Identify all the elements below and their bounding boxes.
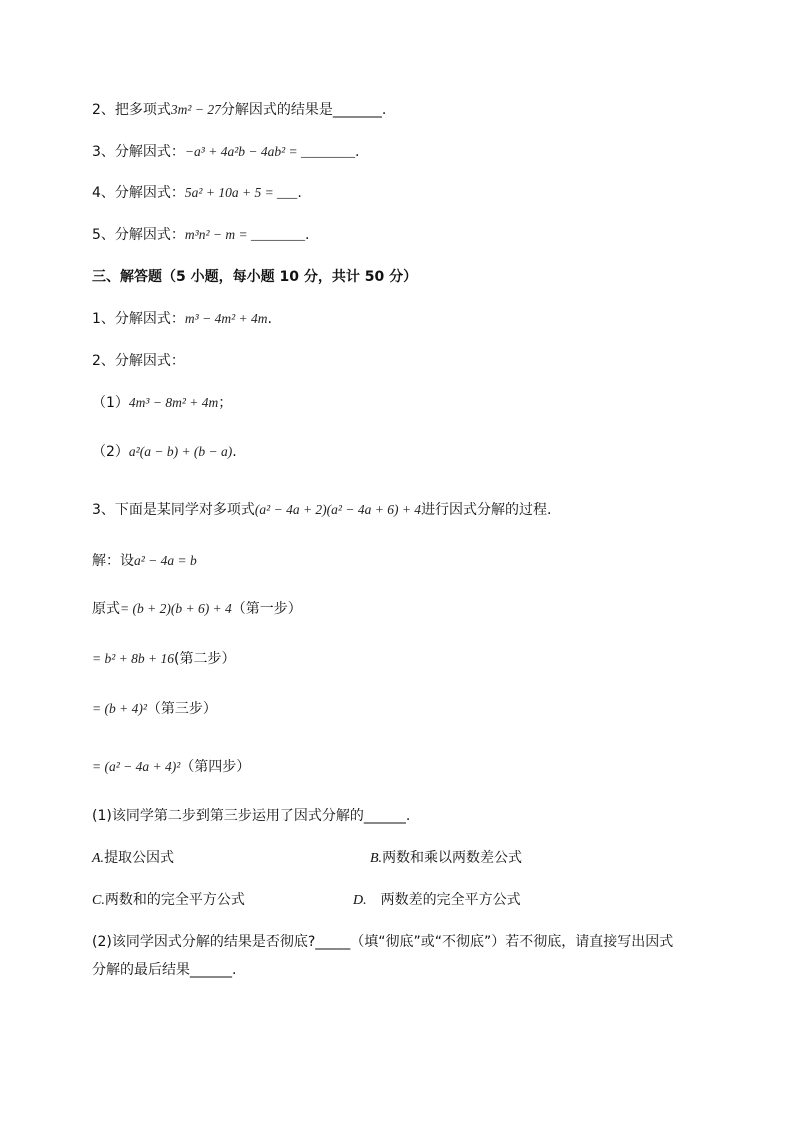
answer-question-3: 3、下面是某同学对多项式(a² − 4a + 2)(a² − 4a + 6) + 4进行因式分解的过程. — [92, 502, 552, 518]
math-expression: a²(a − b) + (b − a) — [128, 444, 233, 459]
math-expression: = (b + 4)² — [92, 701, 147, 716]
answer-question-2: 2、分解因式： — [92, 353, 185, 369]
solution-step-1: 原式= (b + 2)(b + 6) + 4（第一步） — [92, 601, 302, 617]
sub-question-2-line-1: (2)该同学因式分解的结果是否彻底?_____（填“彻底”或“不彻底”）若不彻底，请直接写出因式 — [92, 934, 674, 950]
sub-question-2-1: （1）4m³ − 8m² + 4m； — [92, 395, 233, 411]
option-c: C.两数和的完全平方公式 — [92, 892, 245, 908]
sub-question-2-line-2: 分解的最后结果______. — [92, 962, 237, 978]
option-b: B.两数和乘以两数差公式 — [370, 850, 523, 866]
math-expression: 5a² + 10a + 5 = ___ — [184, 185, 298, 200]
math-expression: = (a² − 4a + 4)² — [92, 759, 181, 774]
math-expression: 3m² − 27 — [170, 102, 221, 117]
fill-question-3: 3、分解因式：−a³ + 4a²b − 4ab² = ________. — [92, 144, 360, 160]
solution-step-2: = b² + 8b + 16(第二步） — [92, 651, 236, 667]
section-title: 三、解答题（5 小题，每小题 10 分，共计 50 分） — [92, 269, 418, 285]
math-expression: m³ − 4m² + 4m — [184, 311, 268, 326]
sub-question-1: (1)该同学第二步到第三步运用了因式分解的______. — [92, 808, 411, 824]
fill-question-4: 4、分解因式：5a² + 10a + 5 = ___. — [92, 185, 302, 201]
math-expression: = (b + 2)(b + 6) + 4 — [120, 601, 232, 616]
solution-step-0: 解：设a² − 4a = b — [92, 553, 197, 569]
math-expression: a² − 4a = b — [134, 553, 197, 568]
fill-question-5: 5、分解因式：m³n² − m = ________. — [92, 227, 310, 243]
math-expression: (a² − 4a + 2)(a² − 4a + 6) + 4 — [254, 502, 422, 517]
solution-step-3: = (b + 4)²（第三步） — [92, 701, 217, 717]
math-expression: = b² + 8b + 16 — [92, 651, 175, 666]
fill-question-2: 2、把多项式3m² − 27分解因式的结果是_______. — [92, 102, 387, 118]
sub-question-2-2: （2）a²(a − b) + (b − a). — [92, 444, 237, 460]
option-a: A.提取公因式 — [92, 850, 175, 866]
math-expression: 4m³ − 8m² + 4m — [128, 395, 219, 410]
math-expression: m³n² − m = ________ — [184, 227, 305, 242]
solution-step-4: = (a² − 4a + 4)²（第四步） — [92, 759, 251, 775]
math-expression: −a³ + 4a²b − 4ab² = ________ — [184, 144, 356, 159]
answer-question-1: 1、分解因式：m³ − 4m² + 4m. — [92, 311, 272, 327]
option-d: D. 两数差的完全平方公式 — [353, 892, 521, 908]
